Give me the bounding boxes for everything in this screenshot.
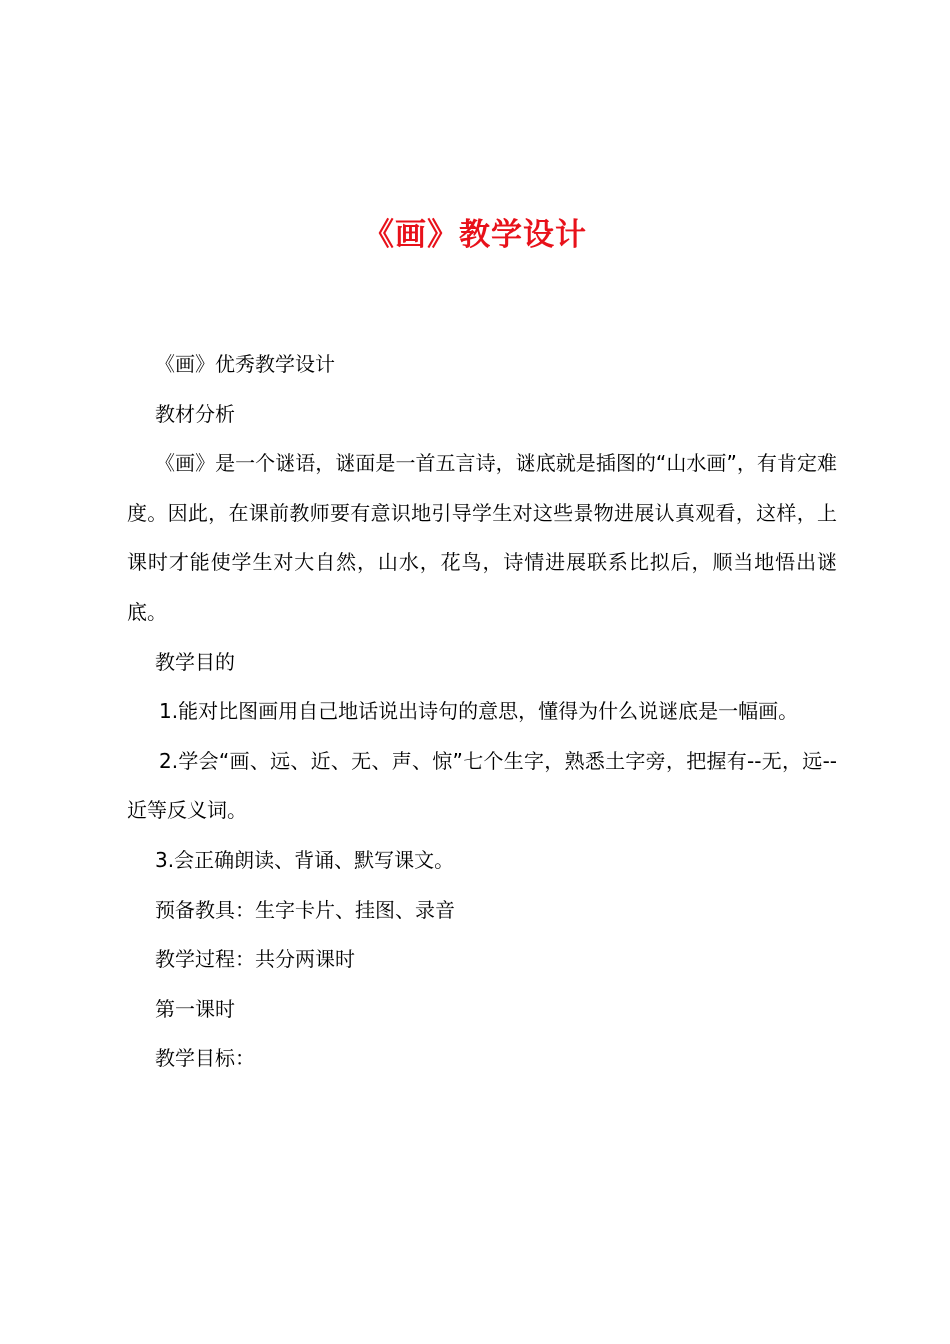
paragraph-objective-1: 1.能对比图画用自己地话说出诗句的意思，懂得为什么说谜底是一幅画。 (159, 699, 799, 724)
paragraph-process: 教学过程：共分两课时 (155, 947, 355, 972)
paragraph-materials: 预备教具：生字卡片、挂图、录音 (155, 897, 455, 922)
paragraph-first-lesson: 第一课时 (155, 996, 235, 1021)
document-title: 《画》教学设计 (363, 217, 587, 253)
paragraph-subtitle: 《画》优秀教学设计 (155, 352, 335, 376)
paragraph-objective-3: 3.会正确朗读、背诵、默写课文。 (155, 847, 455, 872)
paragraph-heading-objectives: 教学目的 (155, 649, 235, 674)
paragraph-heading-analysis: 教材分析 (155, 401, 235, 426)
document-body (127, 340, 837, 1084)
paragraph-analysis: 《画》是一个谜语，谜面是一首五言诗，谜底就是插图的“山水画”，有肯定难度。因此，在课前教师要有意识地引导学生对这些景物进展认真观看，这样，上课时才能使学生对大自然，山水，花鸟，诗情进展联系比拟后，顺当地悟出谜底。 (127, 451, 837, 624)
paragraph-objective-2: 2.学会“画、远、近、无、声、惊”七个生字，熟悉土字旁，把握有--无，远--近等反义词。 (127, 748, 837, 823)
paragraph-lesson-goals: 教学目标： (155, 1046, 255, 1071)
